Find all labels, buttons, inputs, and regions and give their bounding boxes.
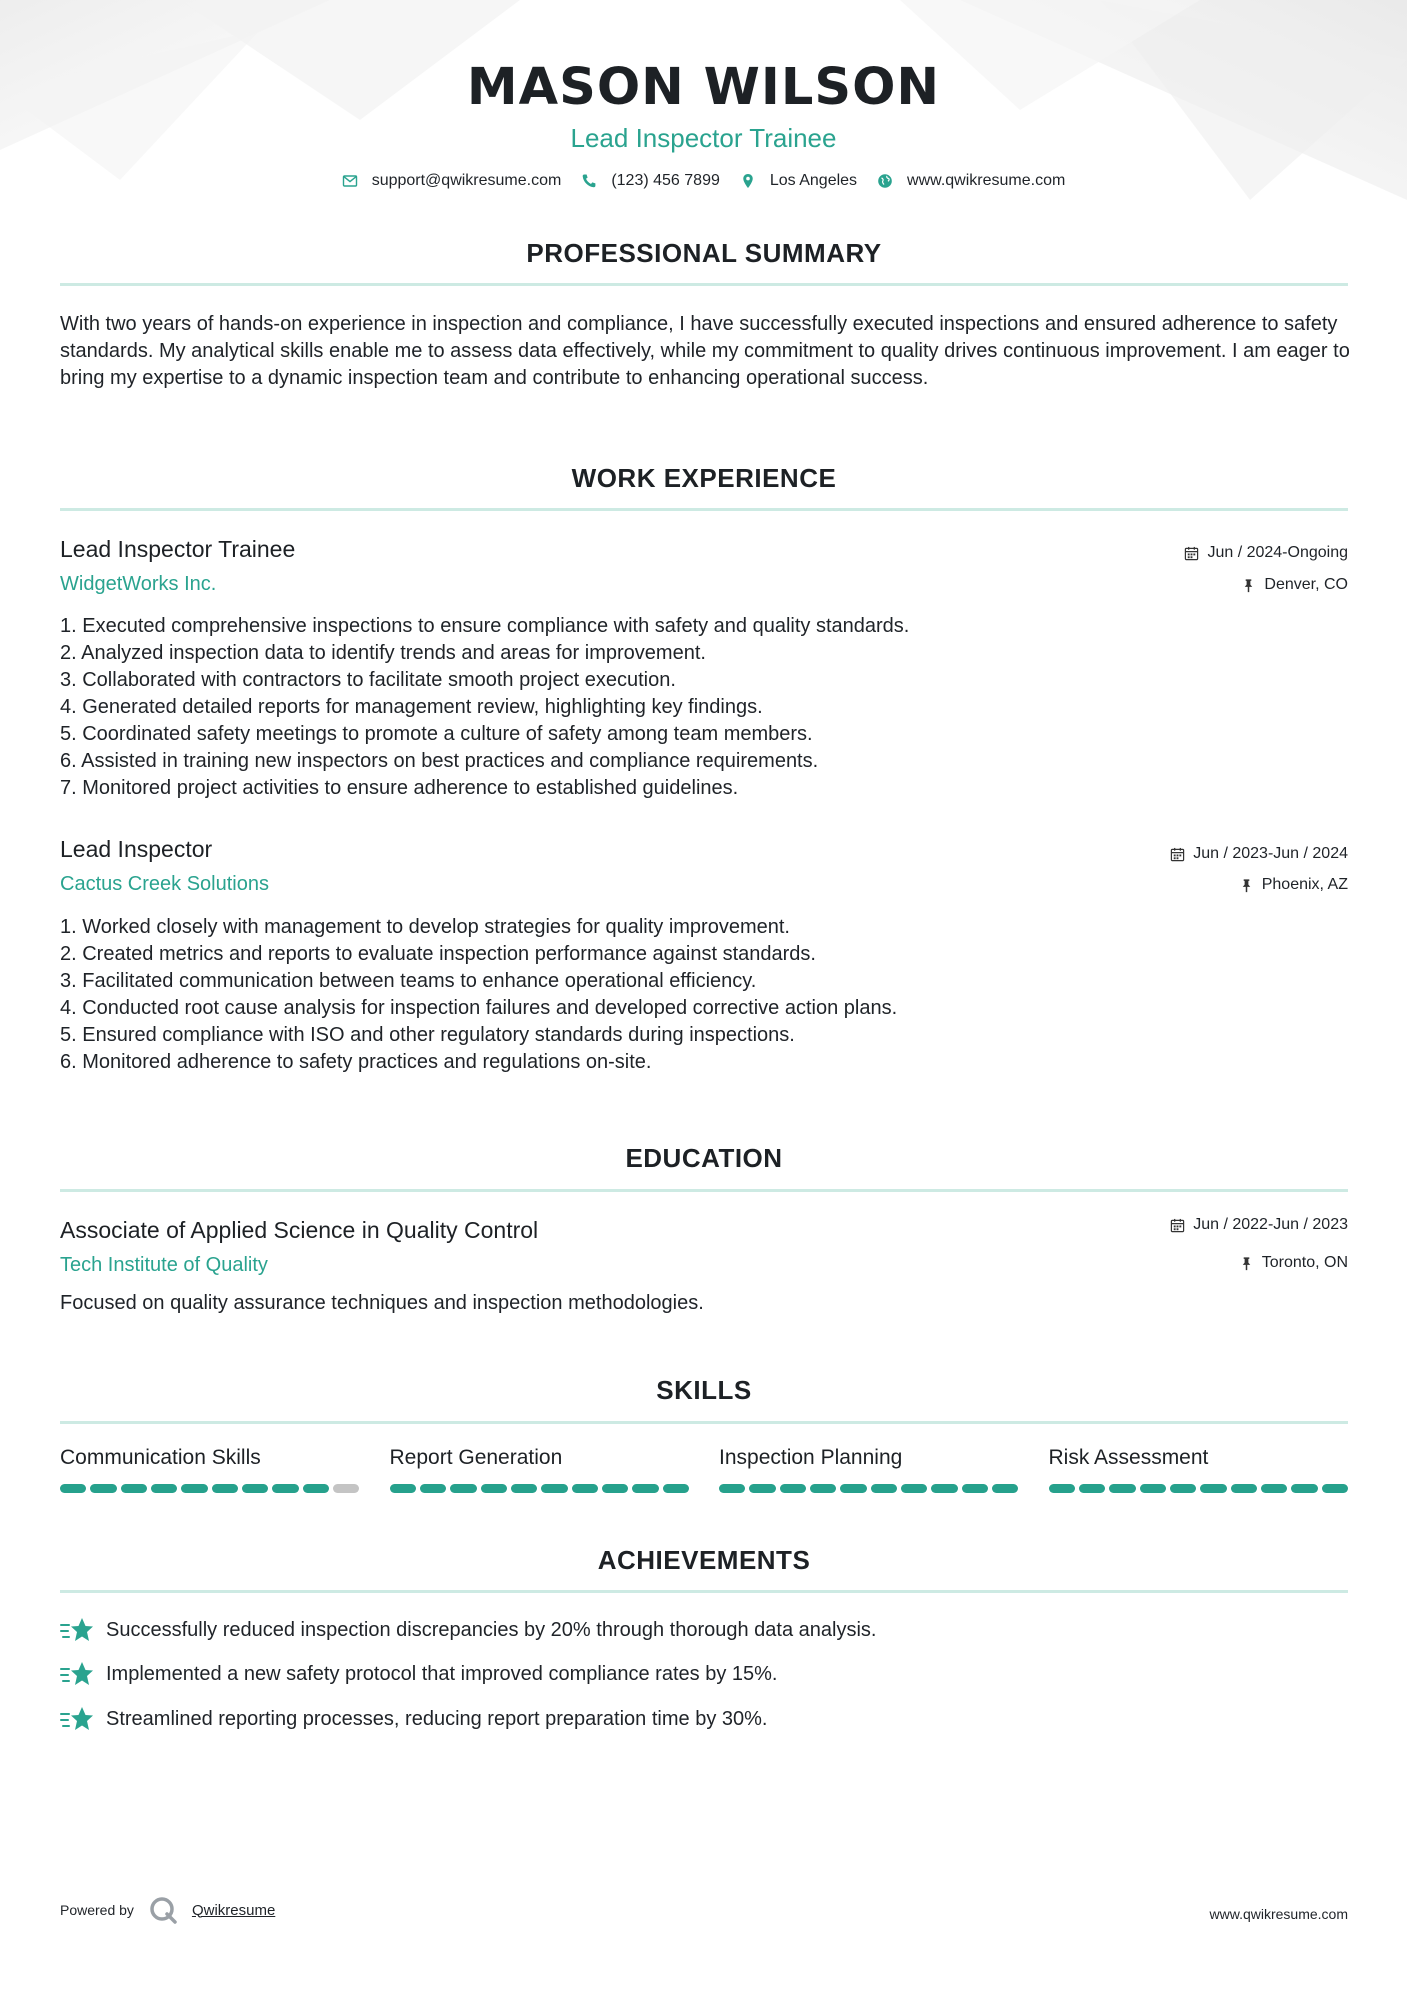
- achievement-text: Successfully reduced inspection discrepancies by 20% through thorough data analysis.: [106, 1618, 877, 1641]
- calendar-icon: [1170, 1218, 1185, 1233]
- job-dates-text: Jun / 2023-Jun / 2024: [1193, 845, 1348, 862]
- job-title: Lead Inspector: [60, 836, 213, 862]
- candidate-name: MASON WILSON: [466, 58, 941, 117]
- skills-grid: [60, 1446, 1348, 1493]
- skill-segment-filled: [1170, 1484, 1196, 1493]
- skill-segment-filled: [810, 1484, 836, 1493]
- skill-level-bar: [1049, 1484, 1349, 1493]
- skill-segment-filled: [901, 1484, 927, 1493]
- skill-segment-filled: [1079, 1484, 1105, 1493]
- skill-name: Inspection Planning: [719, 1446, 903, 1469]
- skill-segment-filled: [1261, 1484, 1287, 1493]
- education-dates: [1170, 1216, 1348, 1234]
- experience-divider: [60, 508, 1348, 511]
- list-item: 6. Monitored adherence to safety practices and regulations on-site.: [60, 1051, 652, 1073]
- summary-heading: PROFESSIONAL SUMMARY: [526, 238, 882, 268]
- star-icon: [60, 1704, 94, 1734]
- skill-segment-filled: [840, 1484, 866, 1493]
- job-duties-list: [60, 914, 1260, 1076]
- skill-segment-filled: [450, 1484, 476, 1493]
- list-item: 5. Coordinated safety meetings to promote a culture of safety among team members.: [60, 723, 813, 745]
- achievement-text: Implemented a new safety protocol that improved compliance rates by 15%.: [106, 1662, 778, 1685]
- degree-title: Associate of Applied Science in Quality Control: [60, 1217, 539, 1243]
- skill-level-bar: [60, 1484, 360, 1493]
- skill-segment-filled: [780, 1484, 806, 1493]
- contact-website-text: www.qwikresume.com: [907, 172, 1066, 189]
- powered-by-label: Powered by: [60, 1902, 134, 1918]
- skill-segment-filled: [1322, 1484, 1348, 1493]
- skill-item: [390, 1446, 690, 1493]
- job-location: [1241, 576, 1348, 594]
- achievements-heading: ACHIEVEMENTS: [597, 1545, 811, 1575]
- skill-segment-filled: [390, 1484, 416, 1493]
- achievement-text: Streamlined reporting processes, reducing report preparation time by 30%.: [106, 1707, 768, 1730]
- skill-segment-filled: [1109, 1484, 1135, 1493]
- list-item: 4. Generated detailed reports for management review, highlighting key findings.: [60, 696, 763, 718]
- contact-bar: [0, 172, 1407, 190]
- contact-website[interactable]: [877, 172, 1065, 190]
- skill-segment-filled: [1291, 1484, 1317, 1493]
- job-duties-list: [60, 613, 1260, 802]
- contact-email[interactable]: [342, 172, 562, 190]
- skill-segment-filled: [481, 1484, 507, 1493]
- candidate-title: Lead Inspector Trainee: [570, 123, 837, 153]
- phone-icon: [581, 173, 597, 189]
- list-item: 2. Analyzed inspection data to identify trends and areas for improvement.: [60, 642, 706, 664]
- list-item: 5. Ensured compliance with ISO and other regulatory standards during inspections.: [60, 1024, 795, 1046]
- skill-segment-filled: [212, 1484, 238, 1493]
- school-name: Tech Institute of Quality: [60, 1254, 268, 1276]
- skill-segment-filled: [931, 1484, 957, 1493]
- map-pin-icon: [740, 173, 756, 189]
- job-title: Lead Inspector Trainee: [60, 536, 296, 562]
- job-location-text: Denver, CO: [1264, 576, 1348, 593]
- pushpin-icon: [1241, 578, 1256, 593]
- skill-segment-filled: [272, 1484, 298, 1493]
- list-item: 1. Executed comprehensive inspections to ensure compliance with safety and quality standards.: [60, 615, 910, 637]
- education-dates-text: Jun / 2022-Jun / 2023: [1193, 1216, 1348, 1233]
- list-item: 7. Monitored project activities to ensure adherence to established guidelines.: [60, 777, 739, 799]
- skill-segment-filled: [1231, 1484, 1257, 1493]
- skill-segment-filled: [992, 1484, 1018, 1493]
- skill-segment-filled: [1140, 1484, 1166, 1493]
- star-icon: [60, 1615, 94, 1645]
- list-item: 3. Collaborated with contractors to facilitate smooth project execution.: [60, 669, 676, 691]
- education-heading: EDUCATION: [625, 1143, 783, 1173]
- list-item: 6. Assisted in training new inspectors on best practices and compliance requirements.: [60, 750, 819, 772]
- skill-segment-filled: [602, 1484, 628, 1493]
- skill-segment-filled: [541, 1484, 567, 1493]
- achievement-item: [60, 1704, 767, 1734]
- job-location: [1239, 876, 1348, 894]
- job-dates-text: Jun / 2024-Ongoing: [1207, 544, 1348, 561]
- achievement-item: [60, 1659, 777, 1689]
- skill-item: [60, 1446, 360, 1493]
- job-location-text: Phoenix, AZ: [1261, 876, 1348, 893]
- skill-segment-filled: [663, 1484, 689, 1493]
- education-description: Focused on quality assurance techniques and inspection methodologies.: [60, 1292, 704, 1314]
- education-location: [1239, 1254, 1348, 1272]
- skills-divider: [60, 1421, 1348, 1424]
- skill-segment-filled: [511, 1484, 537, 1493]
- achievement-item: [60, 1615, 876, 1645]
- skill-segment-filled: [420, 1484, 446, 1493]
- calendar-icon: [1184, 546, 1199, 561]
- envelope-icon: [342, 173, 358, 189]
- skill-segment-filled: [749, 1484, 775, 1493]
- contact-email-text: support@qwikresume.com: [371, 172, 562, 189]
- skill-segment-filled: [719, 1484, 745, 1493]
- skill-segment-filled: [1049, 1484, 1075, 1493]
- list-item: 2. Created metrics and reports to evaluate inspection performance against standards.: [60, 943, 816, 965]
- footer-website-link[interactable]: www.qwikresume.com: [1209, 1906, 1348, 1922]
- star-icon: [60, 1659, 94, 1689]
- pushpin-icon: [1239, 878, 1254, 893]
- skill-segment-filled: [60, 1484, 86, 1493]
- job-dates: [1170, 845, 1348, 863]
- qwikresume-logo-icon: [148, 1895, 178, 1925]
- contact-phone-text: (123) 456 7899: [611, 172, 720, 189]
- job-dates: [1184, 544, 1348, 562]
- education-location-text: Toronto, ON: [1261, 1254, 1348, 1271]
- skill-segment-filled: [871, 1484, 897, 1493]
- skill-segment-filled: [962, 1484, 988, 1493]
- achievements-divider: [60, 1590, 1348, 1593]
- qwikresume-link[interactable]: Qwikresume: [191, 1901, 276, 1919]
- skill-segment-filled: [572, 1484, 598, 1493]
- pushpin-icon: [1239, 1256, 1254, 1271]
- contact-phone[interactable]: [581, 172, 720, 190]
- skill-segment-filled: [632, 1484, 658, 1493]
- footer-powered-by: [60, 1895, 275, 1925]
- contact-location: [740, 172, 857, 190]
- skill-segment-filled: [90, 1484, 116, 1493]
- list-item: 3. Facilitated communication between teams to enhance operational efficiency.: [60, 970, 757, 992]
- education-divider: [60, 1189, 1348, 1192]
- job-company: WidgetWorks Inc.: [60, 573, 217, 595]
- list-item: 1. Worked closely with management to develop strategies for quality improvement.: [60, 916, 790, 938]
- skill-name: Report Generation: [389, 1446, 563, 1469]
- skill-item: [1049, 1446, 1349, 1493]
- skill-segment-filled: [1200, 1484, 1226, 1493]
- summary-text: With two years of hands-on experience in inspection and compliance, I have successfully executed inspections and ensured adherence to safety standards. My analytical skills enable me to assess data effectively, while my commitment to quality drives continuous improvement. I am eager to bring my expertise to a dynamic inspection team and contribute to enhancing operational success.: [60, 313, 1350, 389]
- skills-heading: SKILLS: [656, 1375, 752, 1405]
- skill-item: [719, 1446, 1019, 1493]
- summary-divider: [60, 283, 1348, 286]
- contact-location-text: Los Angeles: [769, 172, 858, 189]
- skill-segment-filled: [151, 1484, 177, 1493]
- globe-icon: [877, 173, 893, 189]
- skill-name: Communication Skills: [60, 1446, 261, 1469]
- skill-name: Risk Assessment: [1048, 1446, 1209, 1469]
- skill-segment-filled: [181, 1484, 207, 1493]
- skill-segment-filled: [242, 1484, 268, 1493]
- skill-segment-filled: [303, 1484, 329, 1493]
- resume-header: [0, 56, 1407, 154]
- skill-segment-filled: [121, 1484, 147, 1493]
- experience-heading: WORK EXPERIENCE: [571, 463, 837, 493]
- skill-level-bar: [719, 1484, 1019, 1493]
- list-item: 4. Conducted root cause analysis for inspection failures and developed corrective action plans.: [60, 997, 898, 1019]
- skill-level-bar: [390, 1484, 690, 1493]
- job-company: Cactus Creek Solutions: [60, 873, 269, 895]
- skill-segment-empty: [333, 1484, 359, 1493]
- calendar-icon: [1170, 847, 1185, 862]
